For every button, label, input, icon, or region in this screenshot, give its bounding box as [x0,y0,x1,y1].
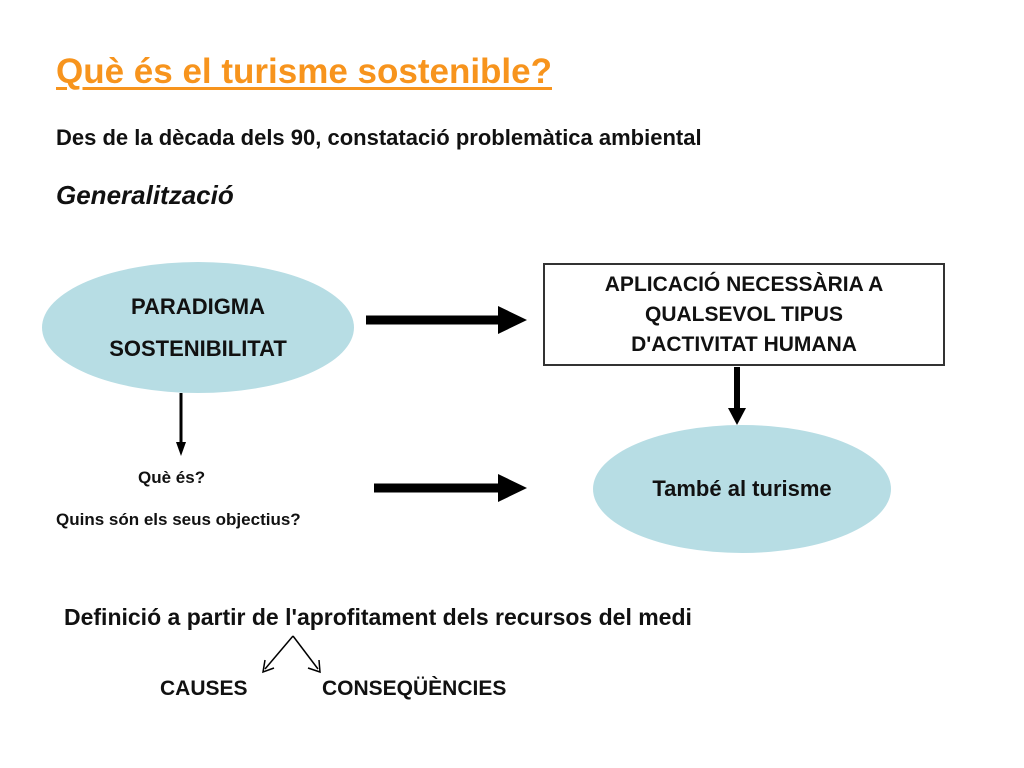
application-box [543,263,945,366]
arrow-branch-consequences [293,636,320,672]
question-what-is: Què és? [138,468,206,487]
subtitle: Des de la dècada dels 90, constatació problemàtica ambiental [56,125,702,150]
arrow-branch-causes [263,636,293,672]
tourism-label: També al turisme [652,476,832,501]
arrow-right-top [366,306,527,334]
arrow-down-right [728,367,746,425]
question-objectives: Quins són els seus objectius? [56,510,301,529]
causes-label: CAUSES [160,677,248,700]
application-line-2: QUALSEVOL TIPUS [645,302,843,326]
definition-text: Definició a partir de l'aprofitament dels recursos del medi [64,604,692,630]
consequences-label: CONSEQÜÈNCIES [322,677,507,700]
paradigm-line-1: PARADIGMA [130,293,266,319]
paradigm-ellipse [42,262,354,393]
page-title: Què és el turisme sostenible? [56,52,552,91]
arrow-down-left [176,393,186,456]
tourism-ellipse [593,425,891,553]
generalization-heading: Generalització [56,180,234,210]
arrow-right-bottom [374,474,527,502]
paradigm-line-2: SOSTENIBILITAT [109,335,287,361]
application-line-3: D'ACTIVITAT HUMANA [631,332,857,356]
application-line-1: APLICACIÓ NECESSÀRIA A [604,272,884,296]
